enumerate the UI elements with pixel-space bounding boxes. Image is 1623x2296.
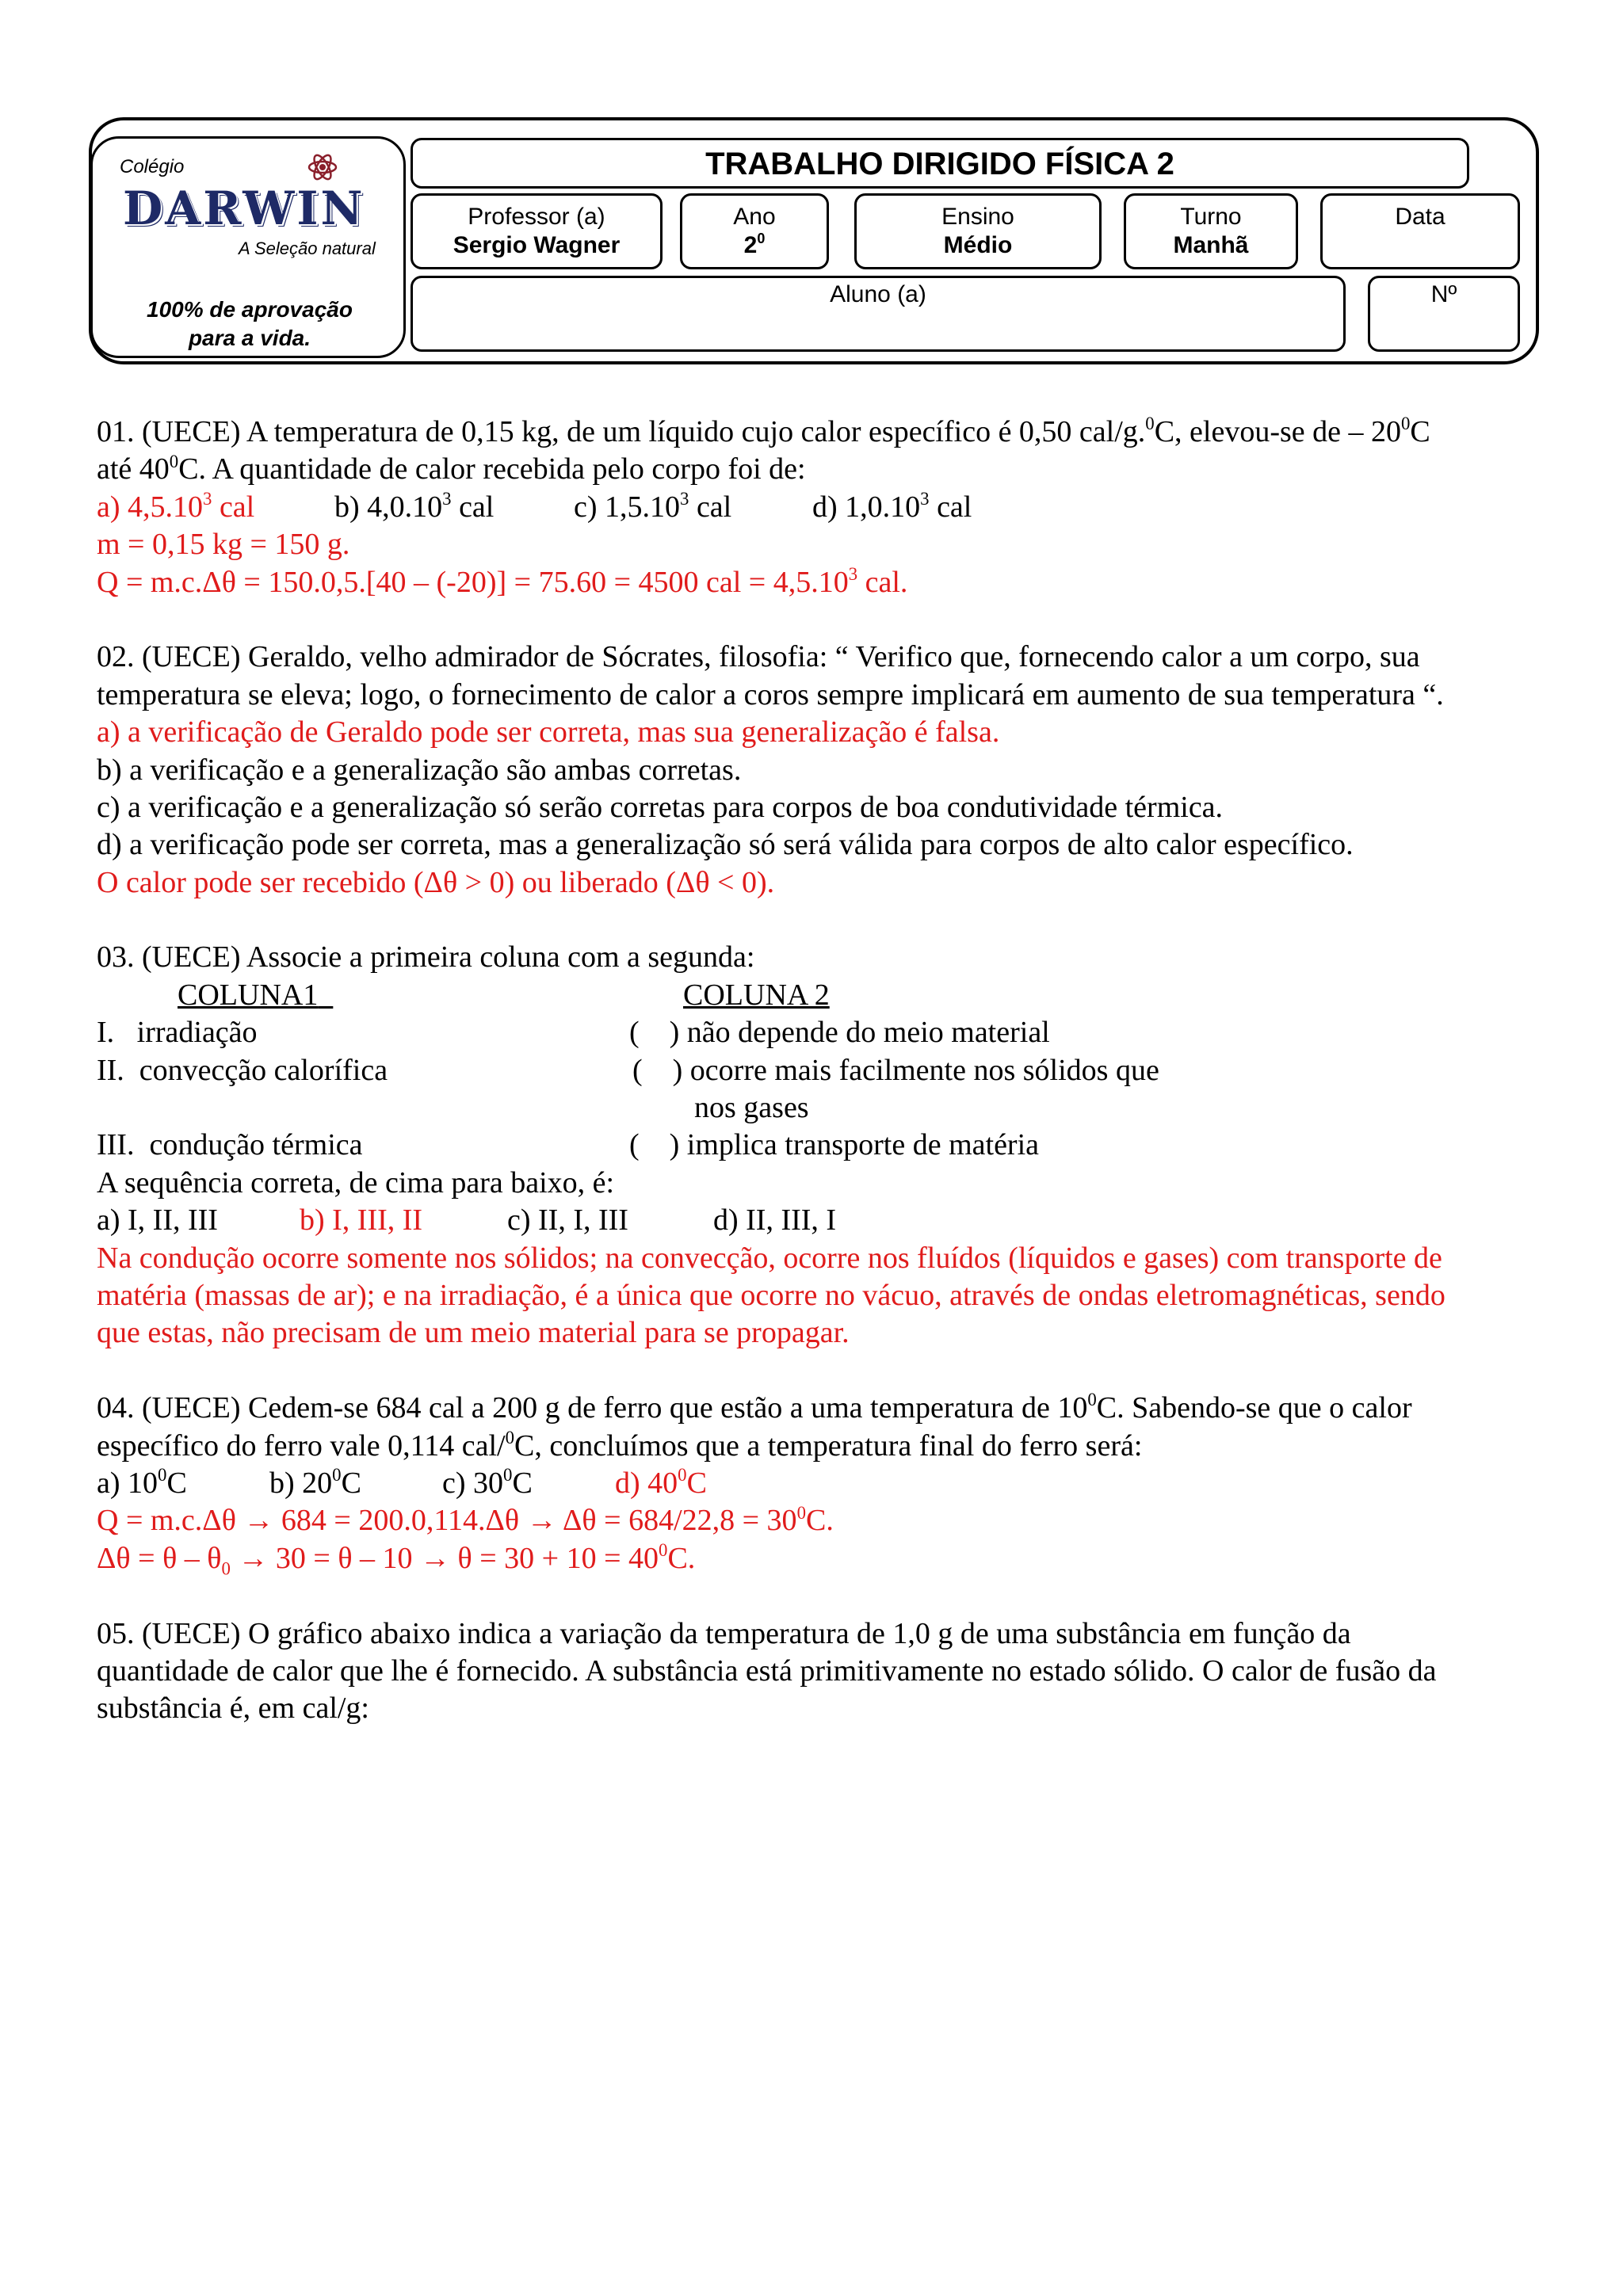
school-logo-box — [90, 136, 406, 358]
q4-solution-2b: → 30 = θ – 10 → θ = 30 + 10 = 40 — [230, 1541, 659, 1575]
deg-sup: 0 — [1401, 414, 1411, 434]
deg-sup: 0 — [169, 451, 179, 471]
q4-solution-2c: C. — [667, 1541, 696, 1575]
q3-item-3: III. condução térmica — [97, 1128, 363, 1162]
deg-sup: 0 — [505, 1427, 514, 1447]
exp-sup: 3 — [680, 489, 689, 509]
q1-text-2b: C. A quantidade de calor recebida pelo corpo foi de: — [178, 452, 806, 486]
ano-value — [682, 232, 827, 259]
professor-field — [411, 193, 663, 269]
q1-option-a-text: a) 4,5.10 — [97, 490, 204, 524]
q1-solution-2b: cal. — [865, 565, 908, 599]
motto-line-2: para a vida. — [188, 326, 311, 350]
q1-option-c — [574, 489, 731, 526]
ensino-label: Ensino — [941, 204, 1014, 230]
q3-pair-2-cont: nos gases — [694, 1091, 809, 1125]
q4-option-a-text: a) 10 — [97, 1466, 158, 1500]
deg-sup: 0 — [158, 1465, 167, 1486]
school-subtitle: A Seleção natural — [239, 238, 376, 258]
q2-line-2: temperatura se eleva; logo, o fornecimento de calor a coros sempre implicará em aumento de sua temperatura “. — [97, 677, 1444, 711]
q4-text-2a: específico do ferro vale 0,114 cal/ — [97, 1428, 506, 1463]
worksheet-content — [97, 414, 1571, 1728]
motto-line-1: 100% de aprovação — [147, 297, 353, 322]
q3-option-c: c) II, I, III — [507, 1203, 628, 1238]
q4-option-b-text: b) 20 — [269, 1466, 333, 1500]
q2-option-b: b) a verificação e a generalização são ambas corretas. — [97, 753, 742, 787]
unit: C — [166, 1466, 187, 1500]
unit: C — [512, 1466, 533, 1500]
q4-solution-1b: C. — [805, 1504, 834, 1538]
q3-col1-text: COLUNA1 — [178, 978, 319, 1012]
q1-text-1c: C — [1410, 415, 1430, 448]
q1-option-b-text: b) 4,0.10 — [334, 490, 443, 524]
q2-line-1: 02. (UECE) Geraldo, velho admirador de Sócrates, filosofia: “ Verifico que, fornecendo calor a um corpo, sua — [97, 640, 1420, 674]
q4-solution-1 — [97, 1502, 1571, 1539]
q4-option-c — [442, 1465, 533, 1502]
deg-sup: 0 — [678, 1465, 687, 1486]
ano-ordinal: 0 — [757, 231, 766, 247]
q3-option-d: d) II, III, I — [713, 1203, 837, 1238]
q3-item-2: II. convecção calorífica — [97, 1053, 388, 1087]
unit: cal — [696, 490, 732, 524]
q4-option-d-text: d) 40 — [615, 1466, 678, 1500]
q3-options — [97, 1202, 1571, 1239]
date-label: Data — [1395, 204, 1445, 230]
school-name: DARWIN — [123, 181, 365, 235]
turno-label: Turno — [1180, 204, 1242, 230]
q4-line-2 — [97, 1428, 1571, 1465]
student-label: Aluno (a) — [830, 281, 926, 307]
q1-text-1a: 01. (UECE) A temperatura de 0,15 kg, de um líquido cujo calor específico é 0,50 cal/g. — [97, 415, 1146, 448]
q1-text-2a: até 40 — [97, 452, 170, 486]
worksheet-header — [89, 117, 1539, 364]
q3-row-1 — [97, 1014, 1571, 1051]
turno-field — [1124, 193, 1298, 269]
q4-text-2b: C, concluímos que a temperatura final do ferro será: — [514, 1428, 1143, 1463]
school-prefix: Colégio — [120, 156, 185, 177]
q1-option-c-text: c) 1,5.10 — [574, 490, 681, 524]
number-label: Nº — [1430, 281, 1457, 307]
worksheet-title: TRABALHO DIRIGIDO FÍSICA 2 — [705, 147, 1174, 181]
q1-solution-2 — [97, 564, 1571, 601]
q3-option-b: b) I, III, II — [300, 1203, 423, 1238]
exp-sup: 3 — [848, 563, 858, 584]
atom-icon — [307, 151, 338, 183]
ano-label: Ano — [733, 204, 776, 230]
q3-column-headers — [97, 977, 1571, 1014]
deg-sup: 0 — [503, 1465, 513, 1486]
school-motto — [93, 296, 407, 353]
q4-solution-1a: Q = m.c.Δθ → 684 = 200.0,114.Δθ → Δθ = 684/22,8 = 30 — [97, 1504, 797, 1538]
unit: cal — [219, 490, 255, 524]
turno-value: Manhã — [1173, 232, 1249, 258]
q1-option-b — [334, 489, 494, 526]
date-field[interactable] — [1320, 193, 1520, 269]
exp-sup: 3 — [920, 489, 930, 509]
ano-number: 2 — [743, 232, 758, 258]
q1-option-d — [812, 489, 972, 526]
q3-row-2b — [97, 1089, 1571, 1127]
exp-sup: 3 — [203, 489, 212, 509]
q1-text-1b: C, elevou-se de – 20 — [1154, 415, 1402, 448]
q3-row-3 — [97, 1127, 1571, 1164]
q3-col2-header: COLUNA 2 — [683, 978, 830, 1012]
q2-option-c: c) a verificação e a generalização só serão corretas para corpos de boa condutividade térmica. — [97, 790, 1224, 824]
q4-option-a — [97, 1465, 187, 1502]
ano-field — [680, 193, 829, 269]
exp-sup: 3 — [442, 489, 452, 509]
ensino-value: Médio — [943, 232, 1013, 258]
q3-option-a: a) I, II, III — [97, 1203, 218, 1238]
unit: C — [341, 1466, 361, 1500]
student-number-field[interactable] — [1368, 276, 1520, 352]
q4-text-1a: 04. (UECE) Cedem-se 684 cal a 200 g de ferro que estão a uma temperatura de 10 — [97, 1391, 1088, 1425]
deg-sup: 0 — [1145, 414, 1155, 434]
q1-solution-1: m = 0,15 kg = 150 g. — [97, 528, 350, 562]
q4-line-1 — [97, 1390, 1571, 1427]
theta-zero-sub: 0 — [221, 1558, 231, 1579]
deg-sup: 0 — [1087, 1390, 1097, 1410]
deg-sup: 0 — [796, 1502, 806, 1523]
q1-line-1 — [97, 414, 1571, 451]
q4-text-1b: C. Sabendo-se que o calor — [1096, 1391, 1412, 1425]
q2-option-d: d) a verificação pode ser correta, mas a generalização só será válida para corpos de alto calor específico. — [97, 828, 1354, 862]
unit: cal — [937, 490, 972, 524]
q1-line-2 — [97, 451, 1571, 488]
q3-solution-1: Na condução ocorre somente nos sólidos; na convecção, ocorre nos fluídos (líquidos e gases) com transporte de — [97, 1241, 1442, 1275]
q5-line-3: substância é, em cal/g: — [97, 1691, 369, 1726]
q1-options — [97, 489, 1571, 526]
q3-pair-2: ( ) ocorre mais facilmente nos sólidos que — [632, 1053, 1159, 1087]
q2-solution: O calor pode ser recebido (Δθ > 0) ou liberado (Δθ < 0). — [97, 865, 775, 899]
q3-solution-2: matéria (massas de ar); e na irradiação, é a única que ocorre no vácuo, através de ondas eletromagnéticas, sendo — [97, 1278, 1445, 1312]
q3-pair-3: ( ) implica transporte de matéria — [629, 1128, 1040, 1162]
deg-sup: 0 — [332, 1465, 342, 1486]
q3-row-2 — [97, 1052, 1571, 1089]
q3-line-1: 03. (UECE) Associe a primeira coluna com a segunda: — [97, 940, 755, 974]
q4-options — [97, 1465, 1571, 1502]
q3-solution-3: que estas, não precisam de um meio material para se propagar. — [97, 1316, 850, 1350]
q1-option-a — [97, 489, 254, 526]
q5-line-1: 05. (UECE) O gráfico abaixo indica a variação da temperatura de 1,0 g de uma substância em função da — [97, 1616, 1351, 1650]
q2-option-a: a) a verificação de Geraldo pode ser correta, mas sua generalização é falsa. — [97, 715, 1000, 749]
deg-sup: 0 — [659, 1539, 668, 1560]
student-name-field[interactable] — [411, 276, 1346, 352]
q1-option-d-text: d) 1,0.10 — [812, 490, 921, 524]
q4-option-b — [269, 1465, 361, 1502]
q1-solution-2a: Q = m.c.Δθ = 150.0,5.[40 – (-20)] = 75.60 = 4500 cal = 4,5.10 — [97, 565, 849, 599]
q3-item-1: I. irradiação — [97, 1016, 258, 1050]
q3-col1-header — [178, 977, 333, 1014]
unit: cal — [459, 490, 495, 524]
unit: C — [686, 1466, 707, 1500]
q4-option-d — [615, 1465, 707, 1502]
professor-label: Professor (a) — [468, 204, 605, 230]
q3-pair-1: ( ) não depende do meio material — [629, 1016, 1050, 1050]
q4-solution-2a: Δθ = θ – θ — [97, 1541, 222, 1575]
ensino-field — [854, 193, 1102, 269]
q4-option-c-text: c) 30 — [442, 1466, 504, 1500]
q4-solution-2 — [97, 1540, 1571, 1577]
worksheet-title-box — [411, 138, 1469, 189]
professor-value: Sergio Wagner — [453, 232, 621, 258]
q5-line-2: quantidade de calor que lhe é fornecido. A substância está primitivamente no estado sólido. O calor de fusão da — [97, 1653, 1437, 1688]
q3-sequence-prompt: A sequência correta, de cima para baixo, é: — [97, 1165, 615, 1199]
